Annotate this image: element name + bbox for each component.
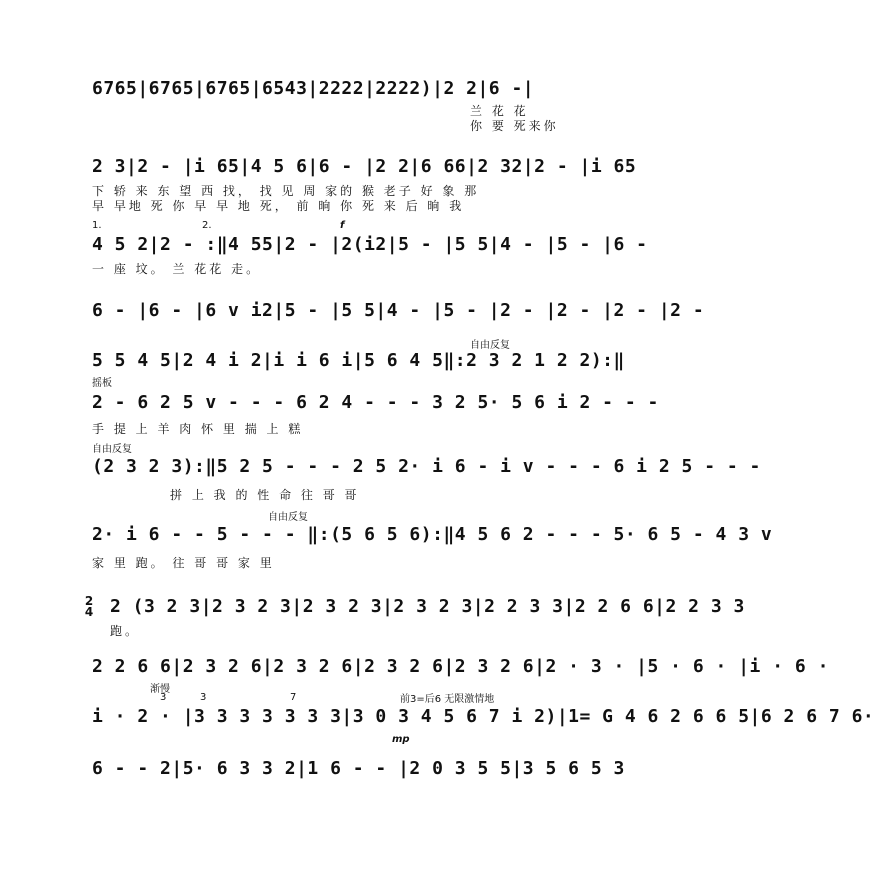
lyric-line-2: 早 早地 死 你 早 早 地 死， 前 晌 你 死 来 后 晌 我: [92, 199, 465, 213]
staff-row-11: [0, 690, 874, 750]
lyric-line-1: 手 提 上 羊 肉 怀 里 揣 上 糕: [92, 422, 304, 436]
lyric-line-1: 一 座 坟。 兰 花花 走。: [92, 262, 262, 276]
dynamic-mark: mp: [392, 734, 410, 745]
lyric-line-2: 你 要 死来你: [470, 119, 559, 133]
tempo-mark: 摇板: [92, 378, 112, 389]
staff-row-12: [0, 754, 665, 794]
dynamic-mark: f: [340, 220, 345, 231]
staff-row-6: [0, 374, 665, 444]
staff-row-8: [0, 508, 773, 578]
volta-2-label: 2.: [202, 220, 212, 231]
notation-line: 5 5 4 5|2 4 i 2|i i 6 i|5 6 4 5‖:2 3 2 1 2 2):‖: [92, 350, 625, 371]
staff-row-9: [0, 590, 745, 650]
notation-line: 2· i 6 - - 5 - - - ‖:(5 6 5 6):‖4 5 6 2 - - - 5· 6 5 - 4 3 v: [92, 524, 773, 545]
performance-note: 前3=后6 无限激情地: [400, 694, 495, 705]
notation-line: i · 2 · |3 3 3 3 3 3 3|3 0 3 4 5 6 7 i 2)|1= G 4 6 2 6 6 5|6 2 6 7 6·: [92, 706, 874, 727]
notation-line: 6 - - 2|5· 6 3 3 2|1 6 - - |2 0 3 5 5|3 5 6 5 3: [92, 758, 625, 779]
notation-line: 2 - 6 2 5 v - - - 6 2 4 - - - 3 2 5· 5 6 i 2 - - -: [92, 392, 659, 413]
free-repeat-label: 自由反复: [268, 512, 308, 523]
time-signature: [84, 596, 94, 618]
lyric-line-1: 兰 花 花: [470, 104, 529, 118]
septuplet-mark: 7: [290, 692, 297, 703]
tempo-mark: 渐慢: [150, 684, 170, 695]
free-repeat-label: 自由反复: [470, 340, 510, 351]
time-signature-bottom: 4: [84, 605, 94, 619]
notation-line: 2 2 6 6|2 3 2 6|2 3 2 6|2 3 2 6|2 3 2 6|2 · 3 · |5 · 6 · |i · 6 ·: [92, 656, 829, 677]
time-signature-top: 2: [84, 594, 94, 608]
notation-line: (2 3 2 3):‖5 2 5 - - - 2 5 2· i 6 - i v - - - 6 i 2 5 - - -: [92, 456, 761, 477]
notation-line: 2 3|2 - |i 65|4 5 6|6 - |2 2|6 66|2 32|2 - |i 65: [92, 156, 637, 177]
notation-line: 2 (3 2 3|2 3 2 3|2 3 2 3|2 3 2 3|2 2 3 3|2 2 6 6|2 2 3 3: [110, 596, 745, 617]
notation-line: 4 5 2|2 - :‖4 55|2 - |2(i2|5 - |5 5|4 - |5 - |6 -: [92, 234, 648, 255]
triplet-mark: 3: [200, 692, 207, 703]
staff-row-2: [0, 152, 665, 222]
lyric-line-1: 下 轿 来 东 望 西 找， 找 见 周 家的 猴 老子 好 象 那: [92, 184, 480, 198]
lyric-line-1: 家 里 跑。 往 哥 哥 家 里: [92, 556, 275, 570]
staff-row-1: [0, 72, 665, 142]
triplet-mark: 3: [160, 692, 167, 703]
lyric-line-1: 跑。: [110, 624, 141, 638]
notation-line: 6765|6765|6765|6543|2222|2222)|2 2|6 -|: [92, 78, 535, 99]
staff-row-4: [0, 296, 705, 336]
staff-row-3: [0, 220, 665, 280]
staff-row-7: [0, 440, 761, 510]
notation-line: 6 - |6 - |6 v i2|5 - |5 5|4 - |5 - |2 - |2 - |2 - |2 -: [92, 300, 705, 321]
volta-1-label: 1.: [92, 220, 102, 231]
free-repeat-label: 自由反复: [92, 444, 132, 455]
lyric-line-1: 拼 上 我 的 性 命 往 哥 哥: [170, 488, 360, 502]
